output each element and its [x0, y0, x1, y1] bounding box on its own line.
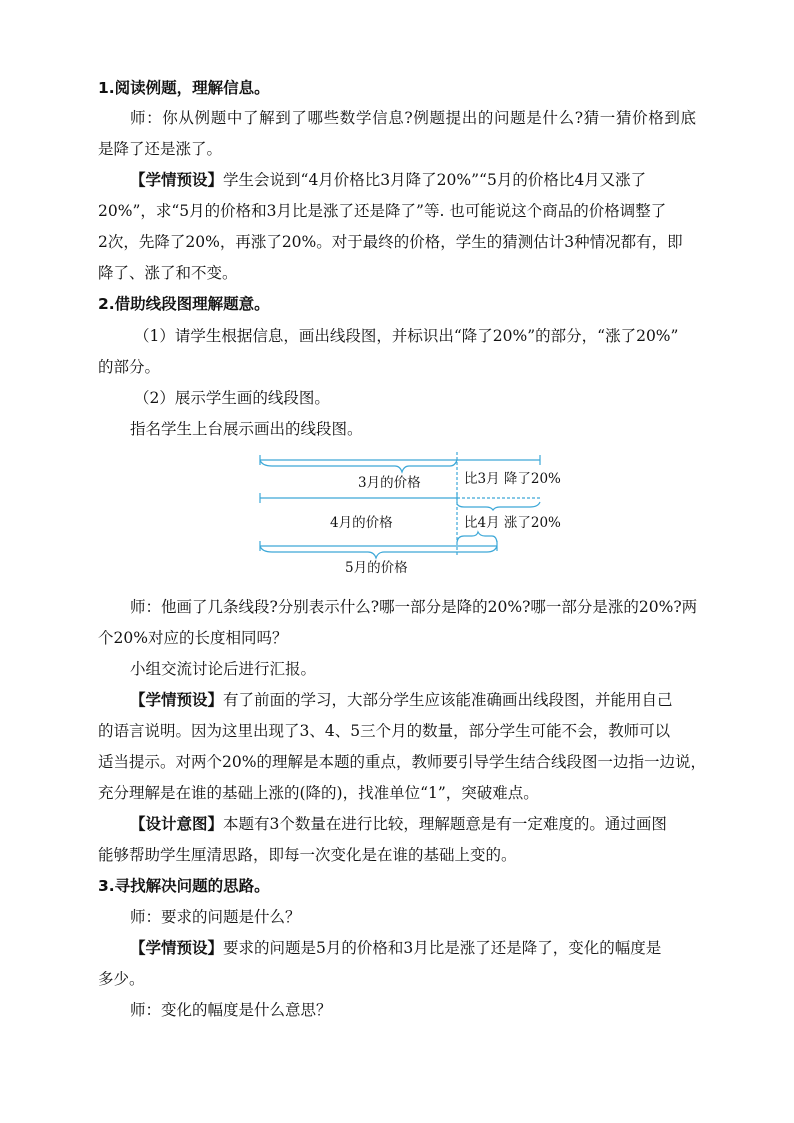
down-label: 比3月 降了20%: [464, 471, 561, 487]
section-1-heading: 1.阅读例题，理解信息。: [98, 79, 270, 97]
s2-teacher-line-1: 师：他画了几条线段?分别表示什么?哪一部分是降的20%?哪一部分是涨的20%?两: [130, 598, 698, 616]
s2-teacher-line-2: 个20%对应的长度相同吗？: [98, 629, 288, 647]
presetting-tag: 【学情预设】: [130, 171, 224, 189]
s2-intent-line-2: 能够帮助学生厘清思路，即每一次变化是在谁的基础上变的。: [98, 846, 517, 864]
s2-presetting-line-3: 适当提示。对两个20%的理解是本题的重点，教师要引导学生结合线段图一边指一边说，: [98, 753, 706, 771]
march-label: 3月的价格: [358, 475, 421, 491]
down-brace: [457, 502, 540, 510]
may-brace: [260, 546, 497, 558]
section-2-heading: 2.借助线段图理解题意。: [98, 295, 270, 313]
presetting-tag: 【学情预设】: [130, 939, 224, 957]
s2-step1-line-2: 的部分。: [98, 358, 161, 376]
s1-presetting-line-4: 降了、涨了和不变。: [98, 264, 238, 282]
up-brace: [457, 532, 497, 542]
intent-tag: 【设计意图】: [130, 815, 224, 833]
diagram-lines: [260, 452, 540, 558]
s2-presetting-line-2: 的语言说明。因为这里出现了3、4、5三个月的数量，部分学生可能不会，教师可以: [98, 722, 671, 740]
up-label: 比4月 涨了20%: [464, 515, 561, 531]
section-3-heading: 3.寻找解决问题的思路。: [98, 877, 270, 895]
s2-step2: （2）展示学生画的线段图。: [134, 389, 330, 407]
s1-presetting-line-2: 20%”，求“5月的价格和3月比是涨了还是降了”等. 也可能说这个商品的价格调整了: [98, 202, 667, 220]
may-label: 5月的价格: [345, 560, 408, 576]
s3-presetting-line-1: 【学情预设】要求的问题是5月的价格和3月比是涨了还是降了，变化的幅度是: [130, 939, 662, 957]
s1-presetting-line-3: 2次，先降了20%，再涨了20%。对于最终的价格，学生的猜测估计3种情况都有，即: [98, 233, 683, 251]
s2-step1-line-1: （1）请学生根据信息，画出线段图，并标识出“降了20%”的部分，“涨了20%”: [134, 327, 679, 345]
s3-teacher-2: 师：变化的幅度是什么意思？: [130, 1001, 332, 1019]
s3-presetting-line-2: 多少。: [98, 970, 145, 988]
presetting-tag: 【学情预设】: [130, 691, 224, 709]
s1-teacher-line-2: 是降了还是涨了。: [98, 140, 223, 158]
s2-presetting-line-1: 【学情预设】有了前面的学习，大部分学生应该能准确画出线段图，并能用自己: [130, 691, 673, 709]
s2-intent-line-1: 【设计意图】本题有3个数量在进行比较，理解题意是有一定难度的。通过画图: [130, 815, 667, 833]
april-label: 4月的价格: [330, 515, 393, 531]
s2-presetting-line-4: 充分理解是在谁的基础上涨的(降的)，找准单位“1”，突破难点。: [98, 784, 539, 802]
s2-point: 指名学生上台展示画出的线段图。: [130, 420, 363, 438]
s1-teacher-line-1: 师：你从例题中了解到了哪些数学信息?例题提出的问题是什么?猜一猜价格到底: [130, 109, 696, 127]
s1-presetting-line-1: 【学情预设】学生会说到“4月价格比3月降了20%”“5月的价格比4月又涨了: [130, 171, 647, 189]
segment-diagram: [250, 446, 580, 580]
march-brace: [260, 460, 457, 472]
s2-group: 小组交流讨论后进行汇报。: [130, 660, 317, 678]
s3-teacher: 师：要求的问题是什么？: [130, 908, 301, 926]
